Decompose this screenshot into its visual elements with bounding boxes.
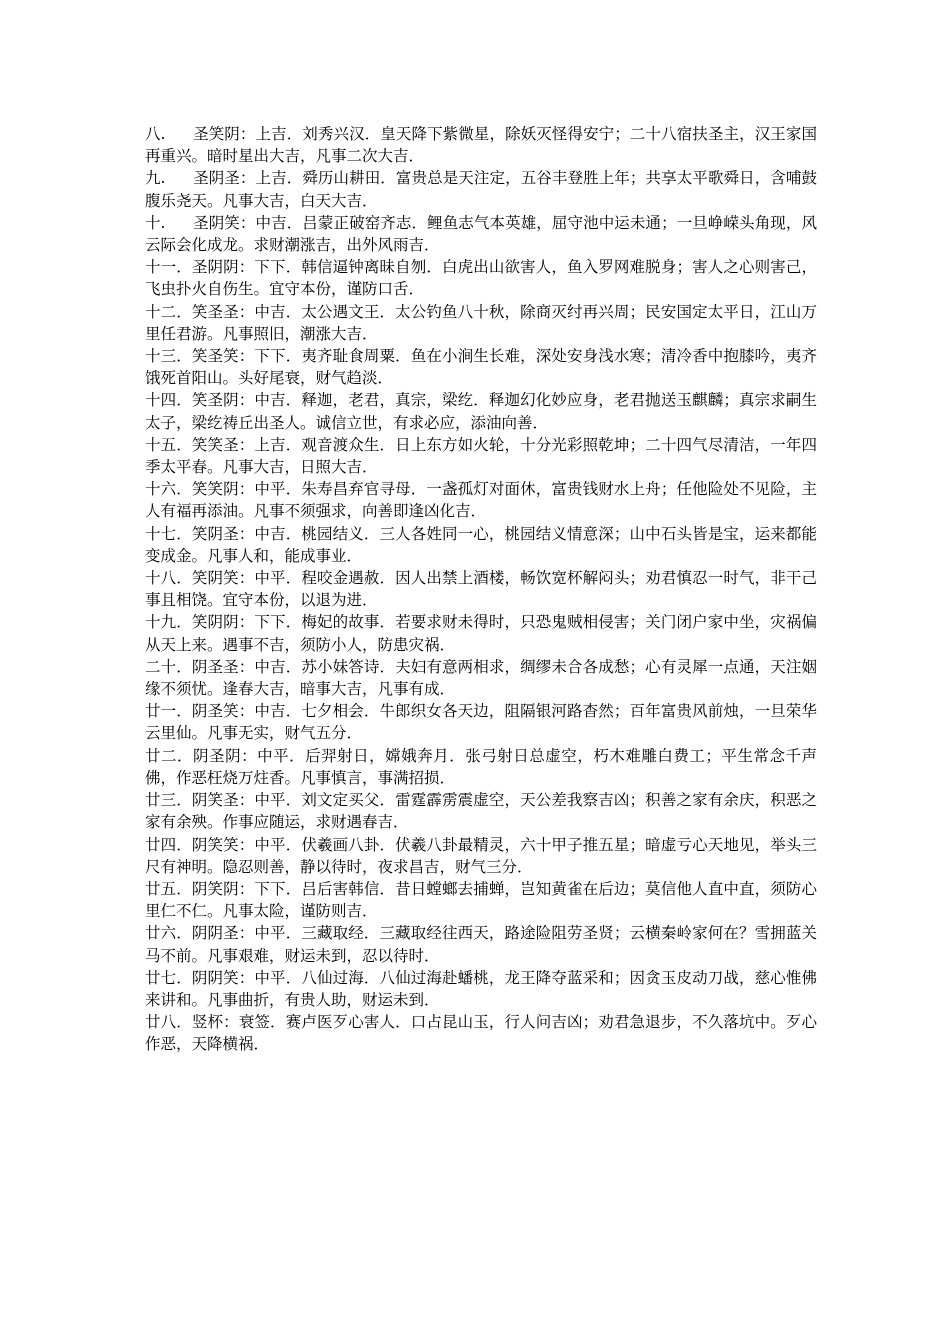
entry-number: 廿六．	[145, 924, 192, 943]
entry-number: 廿一．	[145, 702, 192, 721]
entry-text: 笑圣笑：下下．夷齐耻食周粟．鱼在小涧生长难，深处安身浅水寒；清冷香中抱膝吟，夷齐饿死首阳山。头好尾衰，财气趋淡．	[145, 347, 817, 388]
entry-text: 圣阴笑：中吉．吕蒙正破窑齐志．鲤鱼志气本英雄，屈守池中运未通；一旦峥嵘头角现，风云际会化成龙。求财潮涨吉，出外风雨吉．	[145, 213, 817, 255]
entry-12	[145, 301, 817, 345]
entry-text: 阴笑笑：中平．伏羲画八卦．伏羲八卦最精灵，六十甲子推五星；暗虚亏心天地见，举头三尺有神明。隐忍则善，静以待时，夜求昌吉，财气三分．	[145, 835, 817, 876]
entry-26	[145, 922, 817, 966]
entry-27	[145, 967, 817, 1011]
entry-17	[145, 523, 817, 567]
entry-number: 十二．	[145, 302, 192, 321]
entry-number: 廿七．	[145, 968, 192, 987]
entry-text: 笑圣阴：中吉．释迦，老君，真宗，梁纥．释迦幻化妙应身，老君抛送玉麒麟；真宗求嗣生太子，梁纥祷丘出圣人。诚信立世，有求必应，添油向善．	[145, 391, 817, 432]
entry-22	[145, 745, 817, 789]
entry-number: 十.	[145, 213, 166, 232]
entry-number: 廿八．	[145, 1013, 192, 1032]
entry-15	[145, 434, 817, 478]
entry-18	[145, 567, 817, 611]
entry-text: 竖杯：衰签．赛卢医歹心害人．口占昆山玉，行人问吉凶；劝君急退步，不久落坑中。歹心作恶，天降横祸．	[145, 1013, 817, 1054]
entry-text: 阴圣阴：中平．后羿射日，嫦娥奔月．张弓射日总虚空，朽木难雕白费工；平生常念千声佛，作恶枉烧万炷香。凡事慎言，事满招损．	[145, 746, 817, 787]
entry-text: 阴圣圣：中吉．苏小妹答诗．夫妇有意两相求，绸缪未合各成愁；心有灵犀一点通，天注姻缘不须忧。逢春大吉，暗事大吉，凡事有成．	[145, 657, 817, 699]
entry-number: 二十．	[145, 657, 192, 676]
entry-text: 笑阴笑：中平．程咬金遇赦．因人出禁上酒楼，畅饮宽杯解闷头；劝君慎忍一时气，非干己事且相饶。宜守本份，以退为进．	[145, 569, 817, 610]
entry-number: 廿五．	[145, 879, 192, 898]
entry-number: 八.	[145, 125, 166, 143]
entry-19	[145, 611, 817, 655]
entry-text: 笑阴圣：中吉．桃园结义．三人各姓同一心，桃园结义情意深；山中石头皆是宝，运来都能变成金。凡事人和，能成事业．	[145, 524, 817, 565]
entry-14	[145, 389, 817, 433]
entry-number: 十九．	[145, 613, 192, 632]
entry-number: 十八．	[145, 569, 192, 588]
entry-21	[145, 700, 817, 744]
entry-number: 九.	[145, 169, 166, 188]
entry-23	[145, 789, 817, 833]
entry-number: 十三．	[145, 347, 192, 366]
entry-text: 圣笑阴：上吉．刘秀兴汉．皇天降下紫微星，除妖灭怪得安宁；二十八宿扶圣主，汉王家国再重兴。暗时星出大吉，凡事二次大吉．	[145, 125, 817, 166]
entry-number: 廿四．	[145, 835, 192, 854]
entry-25	[145, 878, 817, 922]
entry-10	[145, 212, 817, 256]
entry-text: 阴笑圣：中平．刘文定买父．雷霆霹雳震虚空，天公差我察吉凶；积善之家有余庆，积恶之家有余殃。作事应随运，求财遇春吉．	[145, 791, 817, 832]
entry-20	[145, 656, 817, 700]
entry-text: 阴阴笑：中平．八仙过海．八仙过海赴蟠桃，龙王降夺蓝采和；因贪玉皮动刀战，慈心惟佛来讲和。凡事曲折，有贵人助，财运未到．	[145, 968, 817, 1009]
entry-text: 圣阴圣：上吉．舜历山耕田．富贵总是天注定，五谷丰登胜上年；共享太平歌舜日，含哺鼓腹乐尧天。凡事大吉，白天大吉．	[145, 169, 817, 210]
entry-24	[145, 834, 817, 878]
entry-13	[145, 345, 817, 389]
entry-number: 十六．	[145, 480, 192, 499]
entry-number: 廿二．	[145, 746, 194, 765]
entry-text: 笑阴阴：下下．梅妃的故事．若要求财未得时，只恐鬼贼相侵害；关门闭户家中坐，灾祸偏从天上来。遇事不吉，须防小人，防患灾祸．	[145, 613, 817, 654]
entry-9	[145, 167, 817, 211]
entry-11	[145, 256, 817, 300]
document-body	[145, 123, 817, 1056]
entry-28	[145, 1011, 817, 1055]
entry-text: 笑圣圣：中吉．太公遇文王．太公钓鱼八十秋，除商灭纣再兴周；民安国定太平日，江山万里任君游。凡事照旧，潮涨大吉．	[145, 302, 817, 343]
entry-16	[145, 478, 817, 522]
entry-number: 十七．	[145, 524, 192, 543]
entry-8	[145, 123, 817, 167]
entry-text: 笑笑圣：上吉．观音渡众生．日上东方如火轮，十分光彩照乾坤；二十四气尽清洁，一年四季太平春。凡事大吉，日照大吉．	[145, 435, 817, 477]
entry-text: 笑笑阴：中平．朱寿昌弃官寻母．一盏孤灯对面休，富贵钱财水上舟；任他险处不见险，主人有福再添油。凡事不须强求，向善即逢凶化吉．	[145, 480, 817, 521]
entry-text: 圣阴阴：下下．韩信逼钟离昧自刎．白虎出山欲害人，鱼入罗网难脱身；害人之心则害己，飞虫扑火自伤生。宜守本份，谨防口舌．	[145, 258, 817, 299]
entry-number: 廿三．	[145, 791, 192, 810]
entry-number: 十四．	[145, 391, 192, 410]
entry-text: 阴阴圣：中平．三藏取经．三藏取经往西天，路途险阻劳圣贤；云横秦岭家何在？雪拥蓝关马不前。凡事艰难，财运未到，忍以待时．	[145, 924, 817, 965]
entry-text: 阴笑阴：下下．吕后害韩信．昔日螳螂去捕蝉，岂知黄雀在后边；莫信他人直中直，须防心里仁不仁。凡事太险，谨防则吉．	[145, 879, 817, 921]
entry-number: 十一．	[145, 258, 192, 277]
entry-number: 十五．	[145, 435, 192, 454]
entry-text: 阴圣笑：中吉．七夕相会．牛郎织女各天边，阻隔银河路杳然；百年富贵风前烛，一旦荣华云里仙。凡事无实，财气五分．	[145, 702, 817, 743]
